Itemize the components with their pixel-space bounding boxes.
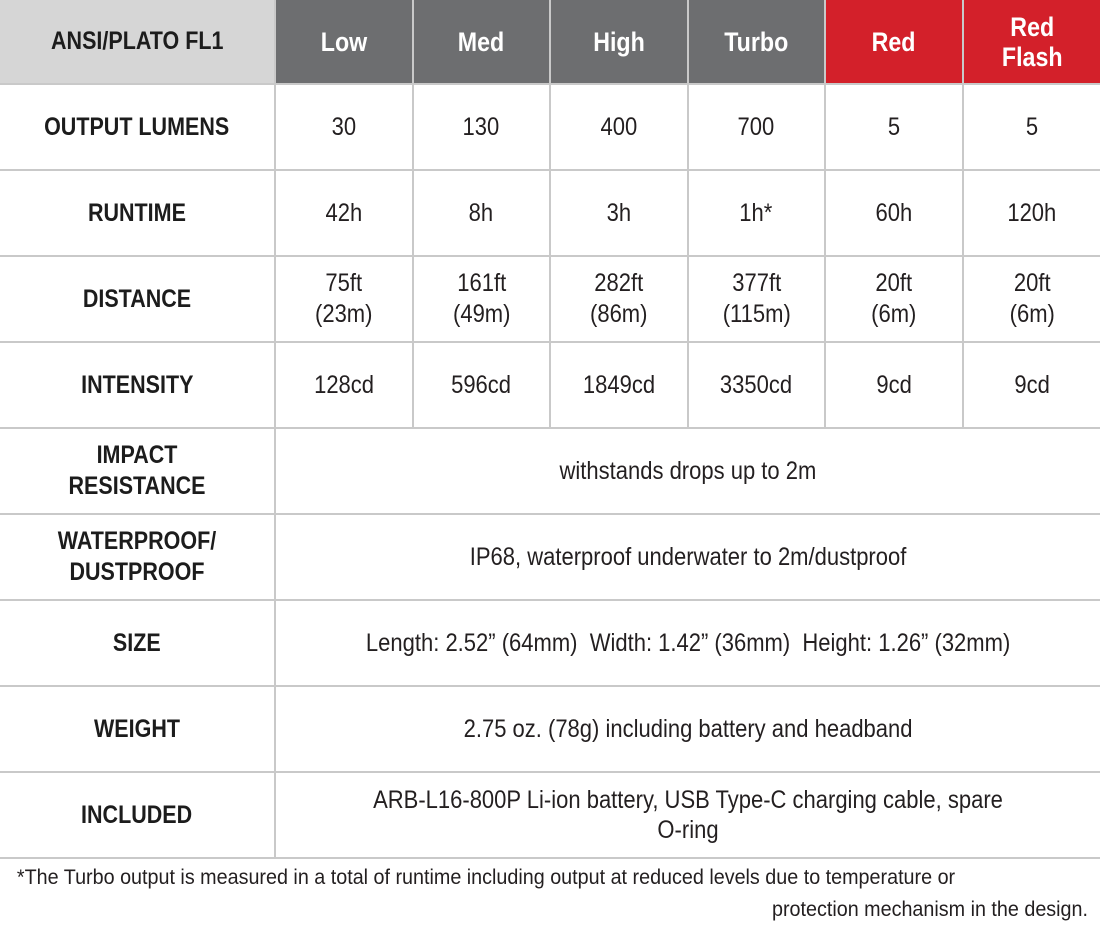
value-text: withstands drops up to 2m — [559, 457, 817, 485]
value-text: 5 — [1025, 112, 1038, 141]
row-label-text: INCLUDED — [81, 800, 193, 829]
value-cell — [963, 256, 1100, 342]
value-cell — [688, 84, 826, 170]
row-label-text: OUTPUT LUMENS — [44, 112, 230, 141]
row-label-text: RUNTIME — [88, 198, 186, 227]
mode-name: Turbo — [724, 26, 789, 57]
value-cell — [550, 342, 688, 428]
value-cell — [688, 170, 826, 256]
value-cell — [413, 256, 551, 342]
value-cell — [413, 342, 551, 428]
impact-resistance-row — [0, 428, 1100, 514]
waterproof-row — [0, 514, 1100, 600]
value-cell — [688, 342, 826, 428]
value-text: 3h — [606, 198, 631, 227]
row-label-text: INTENSITY — [80, 370, 194, 399]
value-text: 9cd — [876, 370, 912, 399]
value-ft: 377ft — [731, 269, 781, 297]
value-cell — [275, 342, 413, 428]
mode-name-line2: Flash — [1001, 41, 1063, 72]
value-text: 3350cd — [720, 370, 793, 399]
value-line2: O-ring — [657, 816, 719, 844]
row-label-intensity — [0, 342, 275, 428]
distance-row — [0, 256, 1100, 342]
row-label-waterproof — [0, 514, 275, 600]
impact-value-cell — [275, 428, 1100, 514]
footnote-line1: *The Turbo output is measured in a total of runtime including output at reduced levels due to temperature or — [16, 866, 956, 889]
mode-name: Med — [458, 26, 505, 57]
value-text: 700 — [737, 112, 775, 141]
row-label-text: DISTANCE — [82, 284, 192, 313]
included-row — [0, 772, 1100, 858]
mode-name: Low — [320, 26, 367, 57]
footnote — [0, 862, 1088, 926]
weight-row — [0, 686, 1100, 772]
value-cell — [275, 256, 413, 342]
included-value-cell — [275, 772, 1100, 858]
value-cell — [963, 84, 1100, 170]
value-text: 9cd — [1014, 370, 1050, 399]
value-ft: 20ft — [1013, 269, 1051, 297]
row-label-text: SIZE — [113, 628, 161, 657]
row-label-text: WEIGHT — [94, 714, 180, 743]
value-text: IP68, waterproof underwater to 2m/dustproof — [469, 543, 907, 571]
value-cell — [275, 84, 413, 170]
value-cell — [550, 256, 688, 342]
row-label-runtime — [0, 170, 275, 256]
value-cell — [963, 342, 1100, 428]
size-value-cell — [275, 600, 1100, 686]
mode-name: High — [592, 26, 645, 57]
footnote-line2: protection mechanism in the design. — [771, 898, 1088, 921]
mode-header-high — [550, 0, 688, 84]
mode-name-line1: Red — [1009, 11, 1054, 42]
value-text: 60h — [875, 198, 913, 227]
row-label-line2: RESISTANCE — [68, 472, 206, 500]
row-label-included — [0, 772, 275, 858]
value-cell — [825, 342, 963, 428]
row-label-line1: WATERPROOF/ — [57, 527, 217, 555]
intensity-row — [0, 342, 1100, 428]
runtime-row — [0, 170, 1100, 256]
value-m: (115m) — [722, 300, 791, 328]
value-cell — [825, 84, 963, 170]
value-text: 42h — [325, 198, 363, 227]
value-cell — [550, 170, 688, 256]
value-ft: 282ft — [594, 269, 644, 297]
mode-header-red-flash — [963, 0, 1100, 84]
value-cell — [413, 170, 551, 256]
value-line1: ARB-L16-800P Li-ion battery, USB Type-C charging cable, spare — [373, 786, 1003, 814]
value-text: 130 — [462, 112, 500, 141]
value-text: 1849cd — [582, 370, 655, 399]
value-ft: 161ft — [456, 269, 506, 297]
row-label-output-lumens — [0, 84, 275, 170]
value-text: 120h — [1007, 198, 1057, 227]
output-lumens-row — [0, 84, 1100, 170]
mode-header-low — [275, 0, 413, 84]
value-text: 30 — [331, 112, 356, 141]
value-text: 128cd — [313, 370, 374, 399]
value-cell — [413, 84, 551, 170]
value-cell — [963, 170, 1100, 256]
value-ft: 75ft — [325, 269, 363, 297]
row-label-distance — [0, 256, 275, 342]
value-text: 596cd — [451, 370, 512, 399]
weight-value-cell — [275, 686, 1100, 772]
value-text: 1h* — [739, 198, 773, 227]
value-text: Length: 2.52” (64mm) Width: 1.42” (36mm) Height: 1.26” (32mm) — [365, 629, 1011, 657]
waterproof-value-cell — [275, 514, 1100, 600]
standard-label: ANSI/PLATO FL1 — [50, 27, 224, 55]
value-text: 2.75 oz. (78g) including battery and headband — [463, 715, 913, 743]
mode-header-med — [413, 0, 551, 84]
row-label-weight — [0, 686, 275, 772]
value-m: (6m) — [1009, 300, 1055, 328]
row-label-line2: DUSTPROOF — [69, 558, 205, 586]
value-ft: 20ft — [875, 269, 913, 297]
size-row — [0, 600, 1100, 686]
standard-label-cell — [0, 0, 275, 84]
value-text: 8h — [469, 198, 494, 227]
value-m: (23m) — [315, 300, 373, 328]
value-text: 400 — [600, 112, 638, 141]
header-row — [0, 0, 1100, 84]
value-m: (49m) — [452, 300, 510, 328]
value-m: (6m) — [871, 300, 917, 328]
value-cell — [550, 84, 688, 170]
value-m: (86m) — [590, 300, 648, 328]
value-cell — [825, 256, 963, 342]
value-cell — [275, 170, 413, 256]
mode-header-red — [825, 0, 963, 84]
row-label-impact-resistance — [0, 428, 275, 514]
value-cell — [688, 256, 826, 342]
row-label-line1: IMPACT — [96, 441, 178, 469]
row-label-size — [0, 600, 275, 686]
mode-header-turbo — [688, 0, 826, 84]
value-cell — [825, 170, 963, 256]
mode-name: Red — [871, 26, 916, 57]
value-text: 5 — [887, 112, 900, 141]
